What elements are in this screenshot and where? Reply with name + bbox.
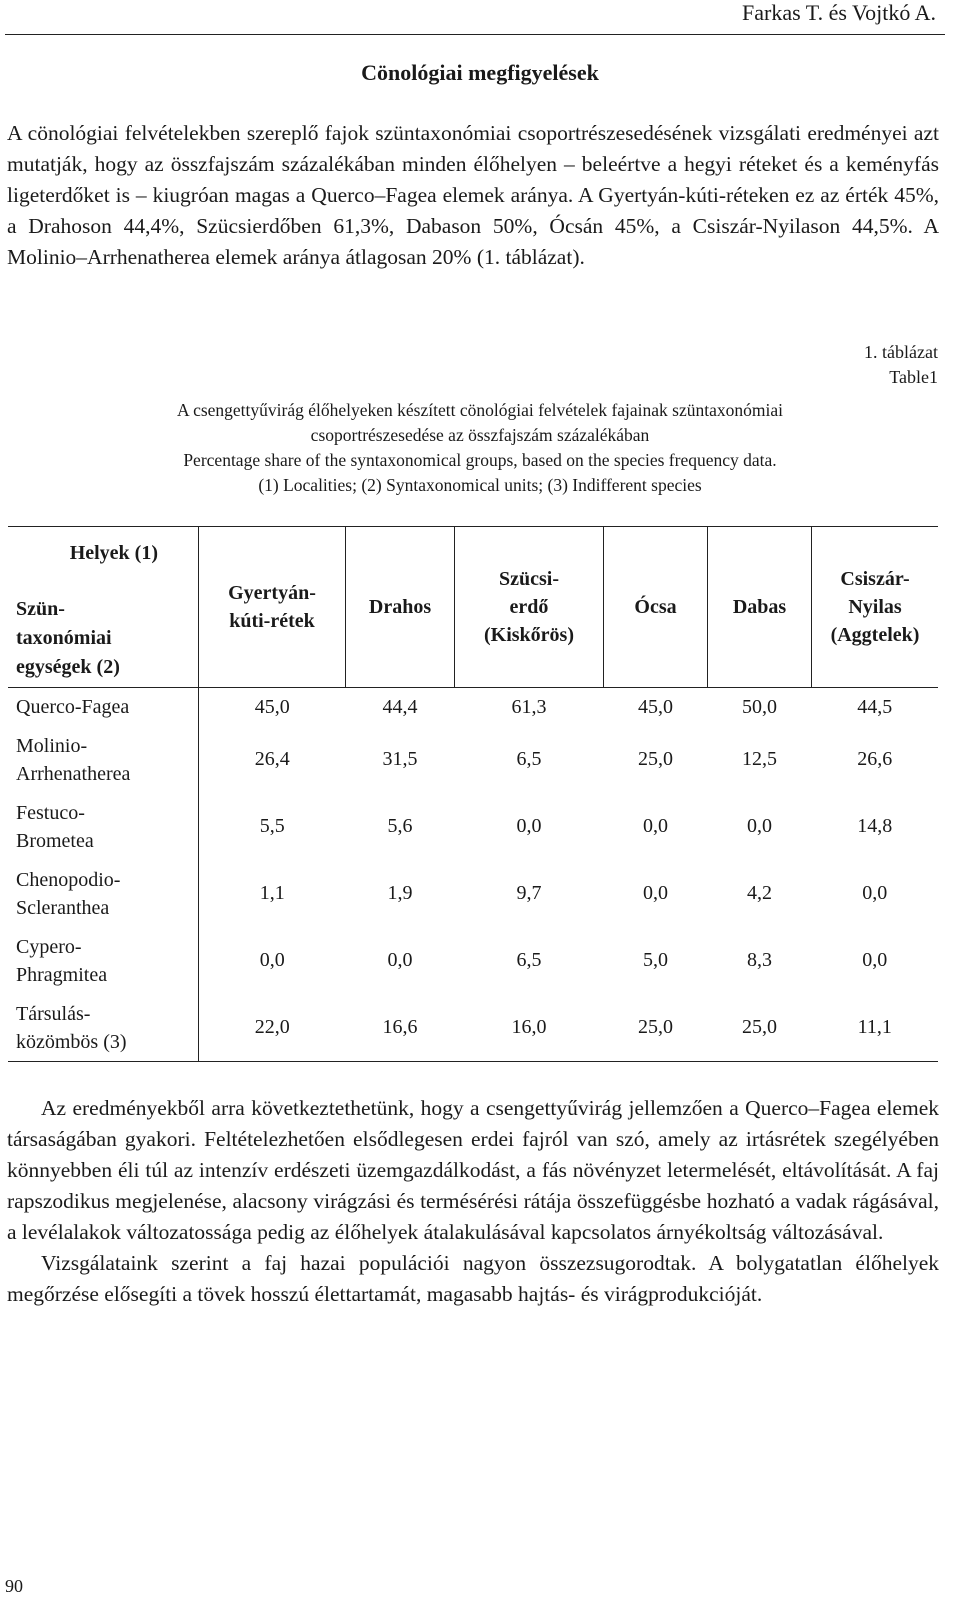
corner-top-label: Helyek (1): [69, 542, 158, 564]
table-label-hu: 1. táblázat: [864, 342, 938, 362]
column-header: [708, 527, 812, 688]
running-head: Farkas T. és Vojtkó A.: [742, 0, 936, 25]
column-header: [455, 527, 604, 688]
table-cell: 45,0: [638, 695, 673, 718]
table-cell: 44,4: [382, 695, 418, 718]
row-label-line: közömbös (3): [16, 1030, 127, 1053]
column-header-line: (Kiskőrös): [484, 624, 574, 646]
table-label: [864, 340, 938, 390]
row-label-line: Molinio-: [16, 734, 88, 757]
table-cell: 0,0: [862, 949, 888, 971]
column-header-line: Nyilas: [848, 596, 902, 618]
column-header-line: kúti-rétek: [229, 610, 315, 632]
data-table: [8, 526, 938, 1062]
table-row: [8, 688, 938, 727]
row-label-line: Chenopodio-: [16, 868, 121, 891]
corner-bottom-line: egységek (2): [16, 656, 120, 678]
paragraph-3: Vizsgálataink szerint a faj hazai populációi nagyon összezsugorodtak. A bolygatatlan élőhelyek megőrzése elősegíti a tövek hosszú élettartamát, magasabb hajtás- és virágprodukcióját.: [7, 1251, 939, 1306]
table-cell: 6,5: [516, 748, 542, 770]
table-cell: 5,6: [387, 815, 413, 837]
column-header-line: Dabas: [732, 596, 787, 618]
table-row: [8, 860, 938, 927]
table-cell: 44,5: [857, 695, 893, 718]
row-label-line: Querco-Fagea: [16, 696, 130, 718]
table-cell: 16,0: [455, 994, 604, 1062]
table-cell: 1,9: [387, 882, 413, 904]
table-cell: 12,5: [742, 748, 777, 770]
table-cell: 14,8: [857, 815, 893, 837]
intro-paragraph-block: [7, 118, 939, 273]
table-cell: 16,6: [346, 994, 455, 1062]
row-label-line: Festuco-: [16, 801, 85, 824]
table-cell: 25,0: [604, 994, 708, 1062]
column-header-line: Gyertyán-: [228, 582, 316, 604]
table-cell: 25,0: [708, 994, 812, 1062]
paragraph-1: A cönológiai felvételekben szereplő fajok szüntaxonómiai csoportrészesedésének vizsgálati eredményei azt mutatják, hogy az összfajszám százalékában minden élőhelyen – beleértve a hegyi réteket és a keményfás ligeterdőket is – kiugróan magas a Querco–Fagea elemek aránya. A Gyertyán-kúti-réteken ez az érték 45%, a Drahoson 44,4%, Szücsierdőben 61,3%, Dabason 50%, Ócsán 45%, a Csiszár-Nyilason 44,5%. A Molinio–Arrhenatherea elemek aránya átlagosan 20% (1. táblázat).: [7, 121, 939, 269]
corner-bottom-line: taxonómiai: [16, 627, 112, 649]
table-cell: 9,7: [516, 882, 542, 904]
row-label: [8, 793, 199, 860]
paragraph-2: Az eredményekből arra következtethetünk, hogy a csengettyűvirág jellemzően a Querco–Fagea elemek társaságában gyakori. Feltételezhetően elsődlegesen erdei fajról van szó, amely az irtásrétek szegélyében könnyebben éli túl az intenzív erdészeti üzemgazdálkodást, a fás növényzet letermelését, eltávolítását. A faj rapszodikus megjelenése, alacsony virágzási és termésérési rátája összefüggésbe hozható a vadak rágásával, a levélalakok változatossága pedig az élőhelyek átalakulásával kapcsolatos árnyékoltság változásával.: [7, 1096, 939, 1244]
table-row: [8, 994, 938, 1062]
table-cell: 50,0: [742, 695, 777, 718]
column-header: [604, 527, 708, 688]
row-label: [8, 927, 199, 994]
row-label: [8, 726, 199, 793]
table-cell: 45,0: [254, 695, 290, 718]
corner-bottom-line: Szün-: [16, 598, 65, 620]
row-label: [8, 688, 199, 727]
column-header-line: Csiszár-: [840, 568, 910, 590]
table-row: [8, 927, 938, 994]
table-cell: 0,0: [387, 949, 413, 971]
table-cell: 0,0: [516, 815, 542, 837]
caption-line-4: (1) Localities; (2) Syntaxonomical units; (3) Indifferent species: [258, 475, 702, 495]
table-cell: 5,0: [643, 949, 668, 971]
table-caption: [60, 398, 900, 498]
caption-line-2: csoportrészesedése az összfajszám százalékában: [310, 425, 650, 445]
column-header-line: Szücsi-: [499, 568, 559, 590]
table-cell: 0,0: [747, 815, 772, 837]
row-label: [8, 994, 199, 1062]
table-cell: 61,3: [511, 695, 547, 718]
table-cell: 26,6: [857, 748, 893, 770]
table-cell: 11,1: [812, 994, 939, 1062]
section-title: Cönológiai megfigyelések: [361, 60, 599, 85]
column-header-line: erdő: [509, 596, 549, 618]
conclusion-paragraph-block: [7, 1093, 939, 1310]
row-label-line: Arrhenatherea: [16, 762, 131, 785]
caption-line-3: Percentage share of the syntaxonomical groups, based on the species frequency data.: [183, 450, 777, 470]
table-header-row: [8, 527, 938, 688]
table-row: [8, 793, 938, 860]
column-header: [199, 527, 346, 688]
corner-bottom-label: [16, 595, 120, 682]
table-row: [8, 726, 938, 793]
column-header-line: Ócsa: [634, 596, 677, 618]
table-cell: 0,0: [643, 882, 668, 904]
table-cell: 0,0: [259, 949, 285, 971]
table-cell: 0,0: [643, 815, 668, 837]
column-header: [812, 527, 939, 688]
table-cell: 4,2: [747, 882, 772, 904]
table-cell: 0,0: [862, 882, 888, 904]
corner-header-cell: [8, 527, 199, 688]
table-cell: 8,3: [747, 949, 772, 971]
row-label-line: Cypero-: [16, 935, 82, 958]
table-cell: 5,5: [259, 815, 285, 837]
column-header: [346, 527, 455, 688]
table-cell: 1,1: [259, 882, 285, 904]
table-cell: 6,5: [516, 949, 542, 971]
table-cell: 26,4: [254, 748, 290, 770]
row-label-line: Scleranthea: [16, 896, 110, 919]
table-label-en: Table1: [889, 367, 938, 387]
header-rule: [5, 34, 945, 35]
row-label-line: Phragmitea: [16, 963, 108, 986]
column-header-line: Drahos: [368, 596, 432, 618]
table-cell: 25,0: [638, 748, 673, 770]
row-label: [8, 860, 199, 927]
row-label-line: Társulás-: [16, 1002, 91, 1025]
table-cell: 31,5: [382, 748, 418, 770]
page-number: 90: [5, 1576, 23, 1596]
caption-line-1: A csengettyűvirág élőhelyeken készített cönológiai felvételek fajainak szüntaxonómiai: [177, 400, 783, 420]
column-header-line: (Aggtelek): [830, 624, 920, 646]
row-label-line: Brometea: [16, 829, 94, 852]
table-cell: 22,0: [199, 994, 346, 1062]
